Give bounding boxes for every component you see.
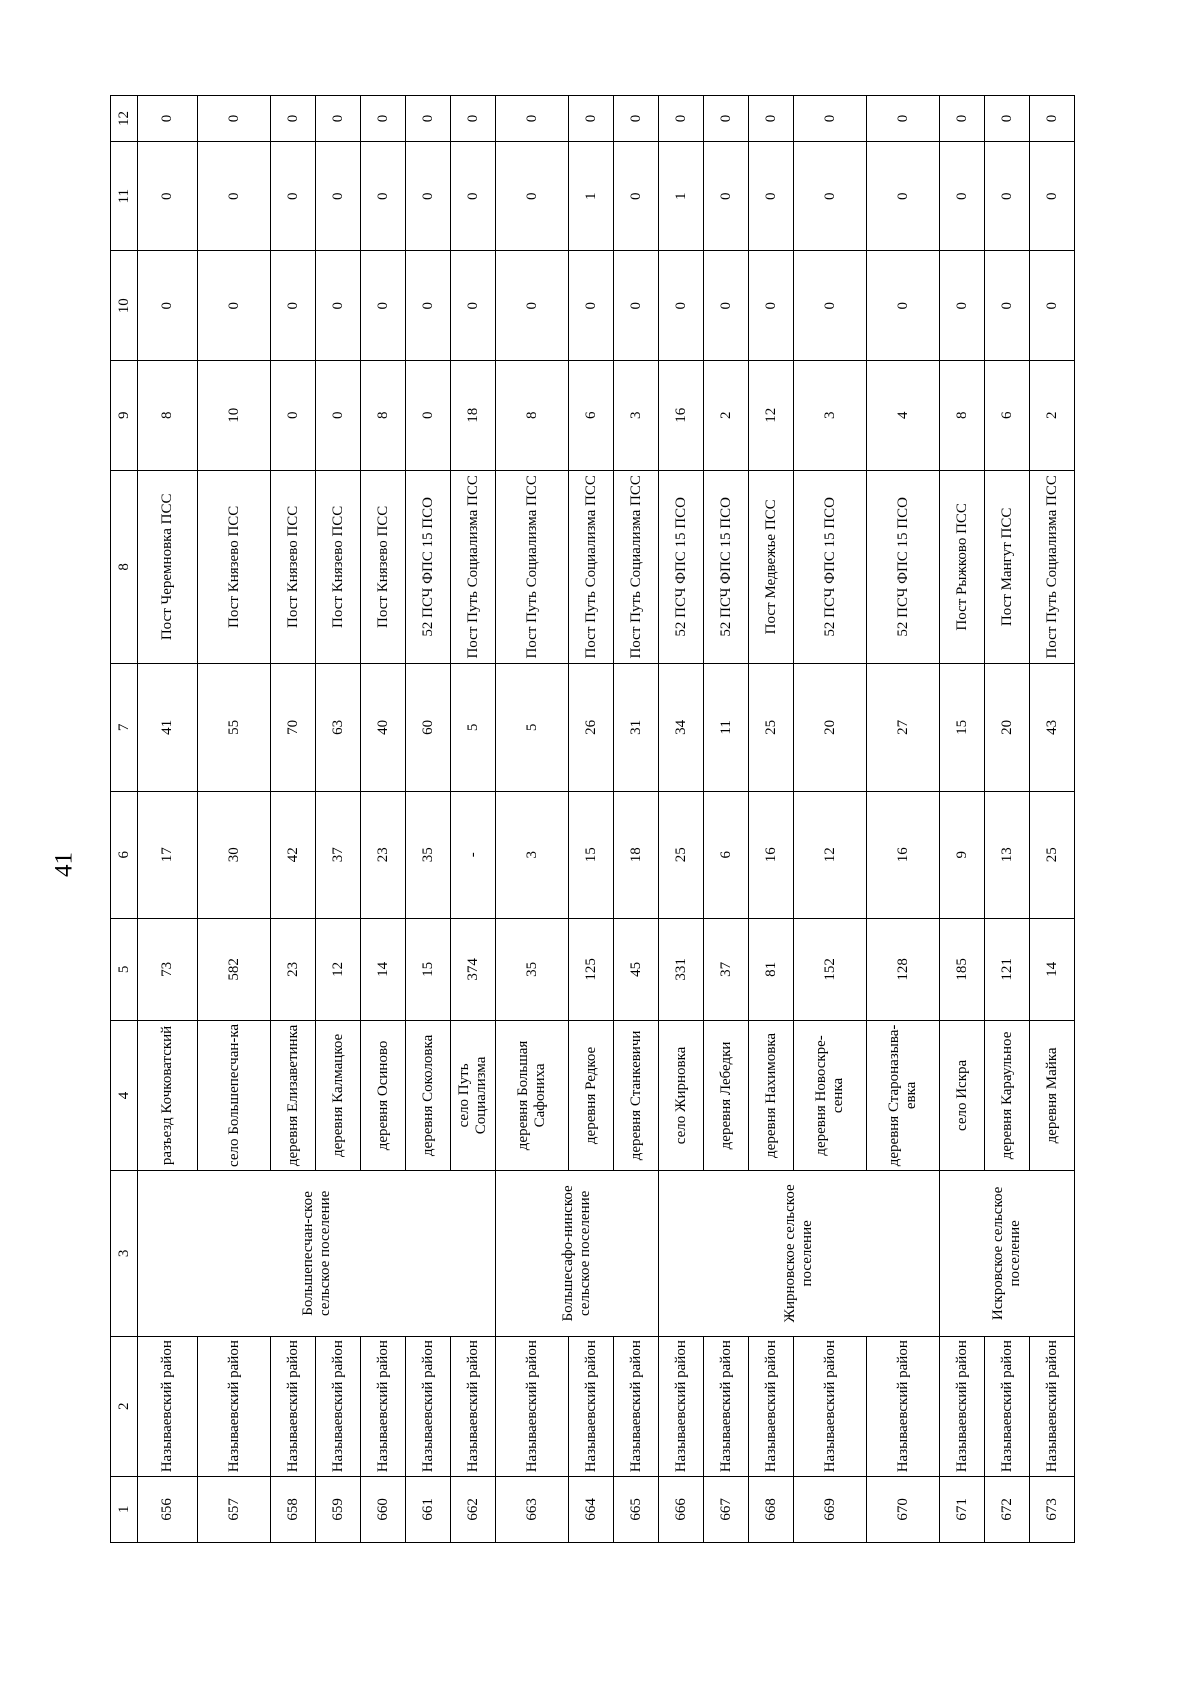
row-number: 660 xyxy=(361,1476,406,1542)
col11-cell: 1 xyxy=(569,141,614,251)
col9-cell: 10 xyxy=(198,361,271,471)
district-cell: Называевский район xyxy=(794,1336,867,1476)
col12-cell: 0 xyxy=(794,96,867,142)
col10-cell: 0 xyxy=(451,251,496,361)
col7-cell: 70 xyxy=(271,664,316,791)
district-cell: Называевский район xyxy=(496,1336,569,1476)
district-cell: Называевский район xyxy=(406,1336,451,1476)
col9-cell: 3 xyxy=(794,361,867,471)
col7-cell: 31 xyxy=(614,664,659,791)
locality-cell: деревня Соколовка xyxy=(406,1020,451,1170)
row-number: 664 xyxy=(569,1476,614,1542)
locality-cell: деревня Караульное xyxy=(985,1020,1030,1170)
col10-cell: 0 xyxy=(614,251,659,361)
col5-cell: 15 xyxy=(406,918,451,1020)
col12-cell: 0 xyxy=(406,96,451,142)
col10-cell: 0 xyxy=(138,251,198,361)
col5-cell: 582 xyxy=(198,918,271,1020)
col7-cell: 5 xyxy=(451,664,496,791)
col11-cell: 0 xyxy=(1030,141,1075,251)
locality-cell: деревня Елизаветинка xyxy=(271,1020,316,1170)
col6-cell: 9 xyxy=(940,791,985,918)
col10-cell: 0 xyxy=(749,251,794,361)
col6-cell: 13 xyxy=(985,791,1030,918)
col9-cell: 8 xyxy=(361,361,406,471)
row-number: 668 xyxy=(749,1476,794,1542)
locality-cell: село Жирновка xyxy=(659,1020,704,1170)
col12-cell: 0 xyxy=(271,96,316,142)
locality-cell: деревня Староназыва-евка xyxy=(867,1020,940,1170)
fire-station-cell: Пост Князево ПСС xyxy=(271,470,316,664)
col11-cell: 0 xyxy=(138,141,198,251)
col11-cell: 0 xyxy=(496,141,569,251)
fire-station-cell: Пост Путь Социализма ПСС xyxy=(614,470,659,664)
row-number: 661 xyxy=(406,1476,451,1542)
table-row xyxy=(496,96,569,1543)
col10-cell: 0 xyxy=(985,251,1030,361)
fire-station-cell: 52 ПСЧ ФПС 15 ПСО xyxy=(867,470,940,664)
col10-cell: 0 xyxy=(1030,251,1075,361)
col9-cell: 12 xyxy=(749,361,794,471)
table-row xyxy=(659,96,704,1543)
district-cell: Называевский район xyxy=(271,1336,316,1476)
col12-cell: 0 xyxy=(940,96,985,142)
district-cell: Называевский район xyxy=(614,1336,659,1476)
col7-cell: 40 xyxy=(361,664,406,791)
col9-cell: 2 xyxy=(704,361,749,471)
fire-station-cell: Пост Князево ПСС xyxy=(316,470,361,664)
district-cell: Называевский район xyxy=(451,1336,496,1476)
fire-station-cell: Пост Путь Социализма ПСС xyxy=(569,470,614,664)
col7-cell: 34 xyxy=(659,664,704,791)
locality-cell: деревня Лебедки xyxy=(704,1020,749,1170)
col12-cell: 0 xyxy=(867,96,940,142)
row-number: 659 xyxy=(316,1476,361,1542)
col11-cell: 0 xyxy=(867,141,940,251)
row-number: 673 xyxy=(1030,1476,1075,1542)
col12-cell: 0 xyxy=(361,96,406,142)
col10-cell: 0 xyxy=(659,251,704,361)
col7-cell: 15 xyxy=(940,664,985,791)
col11-cell: 0 xyxy=(361,141,406,251)
row-number: 663 xyxy=(496,1476,569,1542)
col5-cell: 152 xyxy=(794,918,867,1020)
col12-cell: 0 xyxy=(198,96,271,142)
col5-cell: 73 xyxy=(138,918,198,1020)
col5-cell: 12 xyxy=(316,918,361,1020)
col12-cell: 0 xyxy=(749,96,794,142)
col6-cell: - xyxy=(451,791,496,918)
settlements-table xyxy=(110,95,1075,1543)
column-header-4: 4 xyxy=(111,1020,138,1170)
col6-cell: 16 xyxy=(867,791,940,918)
col10-cell: 0 xyxy=(271,251,316,361)
col12-cell: 0 xyxy=(1030,96,1075,142)
col10-cell: 0 xyxy=(940,251,985,361)
district-cell: Называевский район xyxy=(361,1336,406,1476)
district-cell: Называевский район xyxy=(940,1336,985,1476)
col10-cell: 0 xyxy=(198,251,271,361)
col7-cell: 20 xyxy=(985,664,1030,791)
column-header-6: 6 xyxy=(111,791,138,918)
col7-cell: 11 xyxy=(704,664,749,791)
fire-station-cell: Пост Путь Социализма ПСС xyxy=(496,470,569,664)
column-header-1: 1 xyxy=(111,1476,138,1542)
col10-cell: 0 xyxy=(867,251,940,361)
district-cell: Называевский район xyxy=(704,1336,749,1476)
fire-station-cell: 52 ПСЧ ФПС 15 ПСО xyxy=(406,470,451,664)
row-number: 670 xyxy=(867,1476,940,1542)
locality-cell: село Путь Социализма xyxy=(451,1020,496,1170)
col12-cell: 0 xyxy=(138,96,198,142)
fire-station-cell: 52 ПСЧ ФПС 15 ПСО xyxy=(704,470,749,664)
col5-cell: 125 xyxy=(569,918,614,1020)
district-cell: Называевский район xyxy=(985,1336,1030,1476)
col12-cell: 0 xyxy=(704,96,749,142)
settlement-group-cell: Большепесчан-ское сельское поселение xyxy=(138,1171,496,1337)
fire-station-cell: Пост Мангут ПСС xyxy=(985,470,1030,664)
fire-station-cell: Пост Князево ПСС xyxy=(361,470,406,664)
col11-cell: 0 xyxy=(985,141,1030,251)
col5-cell: 35 xyxy=(496,918,569,1020)
col10-cell: 0 xyxy=(496,251,569,361)
col11-cell: 0 xyxy=(271,141,316,251)
col11-cell: 0 xyxy=(749,141,794,251)
fire-station-cell: Пост Путь Социализма ПСС xyxy=(451,470,496,664)
col11-cell: 0 xyxy=(794,141,867,251)
col10-cell: 0 xyxy=(406,251,451,361)
table-row xyxy=(138,96,198,1543)
row-number: 666 xyxy=(659,1476,704,1542)
col9-cell: 8 xyxy=(138,361,198,471)
row-number: 665 xyxy=(614,1476,659,1542)
col9-cell: 0 xyxy=(316,361,361,471)
locality-cell: деревня Новоскре-сенка xyxy=(794,1020,867,1170)
row-number: 657 xyxy=(198,1476,271,1542)
col5-cell: 374 xyxy=(451,918,496,1020)
col5-cell: 14 xyxy=(361,918,406,1020)
col9-cell: 2 xyxy=(1030,361,1075,471)
row-number: 672 xyxy=(985,1476,1030,1542)
col7-cell: 27 xyxy=(867,664,940,791)
header-row xyxy=(111,96,138,1543)
col5-cell: 37 xyxy=(704,918,749,1020)
row-number: 658 xyxy=(271,1476,316,1542)
col11-cell: 0 xyxy=(704,141,749,251)
col9-cell: 8 xyxy=(940,361,985,471)
fire-station-cell: Пост Князево ПСС xyxy=(198,470,271,664)
col6-cell: 18 xyxy=(614,791,659,918)
column-header-9: 9 xyxy=(111,361,138,471)
col9-cell: 0 xyxy=(271,361,316,471)
locality-cell: деревня Редкое xyxy=(569,1020,614,1170)
district-cell: Называевский район xyxy=(198,1336,271,1476)
column-header-11: 11 xyxy=(111,141,138,251)
col7-cell: 55 xyxy=(198,664,271,791)
col6-cell: 15 xyxy=(569,791,614,918)
row-number: 669 xyxy=(794,1476,867,1542)
col5-cell: 14 xyxy=(1030,918,1075,1020)
col9-cell: 3 xyxy=(614,361,659,471)
district-cell: Называевский район xyxy=(138,1336,198,1476)
row-number: 662 xyxy=(451,1476,496,1542)
col9-cell: 4 xyxy=(867,361,940,471)
col5-cell: 23 xyxy=(271,918,316,1020)
col11-cell: 0 xyxy=(940,141,985,251)
col9-cell: 8 xyxy=(496,361,569,471)
district-cell: Называевский район xyxy=(659,1336,704,1476)
col7-cell: 41 xyxy=(138,664,198,791)
page-number: 41 xyxy=(50,852,78,877)
column-header-7: 7 xyxy=(111,664,138,791)
col6-cell: 6 xyxy=(704,791,749,918)
col12-cell: 0 xyxy=(569,96,614,142)
locality-cell: деревня Большая Сафониха xyxy=(496,1020,569,1170)
col10-cell: 0 xyxy=(569,251,614,361)
col11-cell: 0 xyxy=(198,141,271,251)
table-row xyxy=(940,96,985,1543)
col9-cell: 16 xyxy=(659,361,704,471)
col6-cell: 3 xyxy=(496,791,569,918)
col6-cell: 23 xyxy=(361,791,406,918)
locality-cell: деревня Калмацкое xyxy=(316,1020,361,1170)
col6-cell: 12 xyxy=(794,791,867,918)
col7-cell: 63 xyxy=(316,664,361,791)
locality-cell: деревня Станкевичи xyxy=(614,1020,659,1170)
col7-cell: 43 xyxy=(1030,664,1075,791)
col12-cell: 0 xyxy=(659,96,704,142)
col12-cell: 0 xyxy=(316,96,361,142)
col11-cell: 1 xyxy=(659,141,704,251)
col11-cell: 0 xyxy=(316,141,361,251)
col5-cell: 331 xyxy=(659,918,704,1020)
col12-cell: 0 xyxy=(614,96,659,142)
row-number: 671 xyxy=(940,1476,985,1542)
row-number: 656 xyxy=(138,1476,198,1542)
column-header-5: 5 xyxy=(111,918,138,1020)
locality-cell: деревня Нахимовка xyxy=(749,1020,794,1170)
col5-cell: 185 xyxy=(940,918,985,1020)
col11-cell: 0 xyxy=(406,141,451,251)
col5-cell: 128 xyxy=(867,918,940,1020)
district-cell: Называевский район xyxy=(316,1336,361,1476)
district-cell: Называевский район xyxy=(569,1336,614,1476)
col7-cell: 60 xyxy=(406,664,451,791)
col6-cell: 35 xyxy=(406,791,451,918)
column-header-10: 10 xyxy=(111,251,138,361)
settlement-group-cell: Искровское сельское поселение xyxy=(940,1171,1075,1337)
col6-cell: 30 xyxy=(198,791,271,918)
col10-cell: 0 xyxy=(794,251,867,361)
col11-cell: 0 xyxy=(614,141,659,251)
locality-cell: село Искра xyxy=(940,1020,985,1170)
col6-cell: 42 xyxy=(271,791,316,918)
col10-cell: 0 xyxy=(316,251,361,361)
col6-cell: 25 xyxy=(659,791,704,918)
column-header-12: 12 xyxy=(111,96,138,142)
col10-cell: 0 xyxy=(361,251,406,361)
col7-cell: 26 xyxy=(569,664,614,791)
col6-cell: 17 xyxy=(138,791,198,918)
col7-cell: 25 xyxy=(749,664,794,791)
col6-cell: 25 xyxy=(1030,791,1075,918)
district-cell: Называевский район xyxy=(1030,1336,1075,1476)
col7-cell: 5 xyxy=(496,664,569,791)
col9-cell: 6 xyxy=(985,361,1030,471)
fire-station-cell: Пост Черемновка ПСС xyxy=(138,470,198,664)
fire-station-cell: 52 ПСЧ ФПС 15 ПСО xyxy=(794,470,867,664)
col9-cell: 0 xyxy=(406,361,451,471)
col5-cell: 121 xyxy=(985,918,1030,1020)
locality-cell: деревня Осиново xyxy=(361,1020,406,1170)
col6-cell: 37 xyxy=(316,791,361,918)
col12-cell: 0 xyxy=(985,96,1030,142)
col12-cell: 0 xyxy=(496,96,569,142)
col11-cell: 0 xyxy=(451,141,496,251)
column-header-3: 3 xyxy=(111,1171,138,1337)
district-cell: Называевский район xyxy=(867,1336,940,1476)
col5-cell: 45 xyxy=(614,918,659,1020)
column-header-8: 8 xyxy=(111,470,138,664)
settlement-group-cell: Большесафо-нинское сельское поселение xyxy=(496,1171,659,1337)
locality-cell: разъезд Кочковатский xyxy=(138,1020,198,1170)
col6-cell: 16 xyxy=(749,791,794,918)
table-container xyxy=(110,95,1066,1543)
locality-cell: деревня Майка xyxy=(1030,1020,1075,1170)
column-header-2: 2 xyxy=(111,1336,138,1476)
settlement-group-cell: Жирновское сельское поселение xyxy=(659,1171,940,1337)
col12-cell: 0 xyxy=(451,96,496,142)
col5-cell: 81 xyxy=(749,918,794,1020)
fire-station-cell: 52 ПСЧ ФПС 15 ПСО xyxy=(659,470,704,664)
col9-cell: 18 xyxy=(451,361,496,471)
fire-station-cell: Пост Медвежье ПСС xyxy=(749,470,794,664)
col9-cell: 6 xyxy=(569,361,614,471)
fire-station-cell: Пост Путь Социализма ПСС xyxy=(1030,470,1075,664)
col10-cell: 0 xyxy=(704,251,749,361)
col7-cell: 20 xyxy=(794,664,867,791)
locality-cell: село Большепесчан-ка xyxy=(198,1020,271,1170)
district-cell: Называевский район xyxy=(749,1336,794,1476)
fire-station-cell: Пост Рыжково ПСС xyxy=(940,470,985,664)
row-number: 667 xyxy=(704,1476,749,1542)
